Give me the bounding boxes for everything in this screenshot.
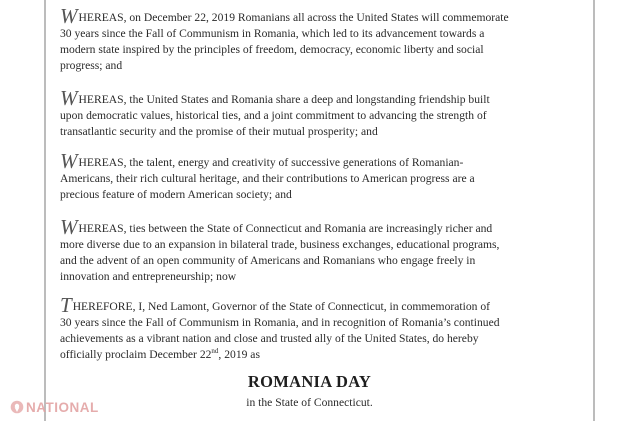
paragraph-line: HEREFORE, I, Ned Lamont, Governor of the State of Connecticut, in commemoration of: [72, 300, 490, 313]
paragraph-line: 30 years since the Fall of Communism in Romania, and in recognition of Romania’s continued: [60, 316, 500, 329]
paragraph-line: HEREAS, the United States and Romania share a deep and longstanding friendship built: [78, 93, 490, 106]
dropcap: W: [60, 149, 78, 173]
proclamation-subtitle: in the State of Connecticut.: [246, 396, 373, 409]
therefore-paragraph: [60, 293, 582, 363]
watermark-text: NATIONAL: [26, 399, 99, 415]
proclamation-title: ROMANIA DAY: [247, 372, 372, 391]
dropcap: W: [60, 215, 78, 239]
paragraph-line: achievements as a vibrant nation and close and trusted ally of the United States, do hereby: [60, 332, 479, 345]
paragraph-line-proclaim: officially proclaim December 22nd, 2019 as: [60, 347, 260, 361]
dropcap: W: [60, 86, 78, 110]
national-watermark: [10, 398, 99, 416]
whereas-paragraph-4: [60, 215, 582, 285]
paragraph-line: HEREAS, on December 22, 2019 Romanians all across the United States will commemorate: [78, 11, 509, 24]
paragraph-line: transatlantic security and the promise of their mutual prosperity; and: [60, 125, 378, 138]
paragraph-line: more diverse due to an expansion in bilateral trade, business exchanges, educational programs,: [60, 238, 500, 251]
dropcap: W: [60, 4, 78, 28]
paragraph-line: progress; and: [60, 59, 123, 72]
paragraph-line: HEREAS, the talent, energy and creativity of successive generations of Romanian-: [78, 156, 464, 169]
paragraph-line: innovation and entrepreneurship; now: [60, 270, 237, 283]
right-border-line: [593, 0, 595, 421]
whereas-paragraph-1: [60, 4, 582, 74]
paragraph-line: and the advent of an open community of Americans and Romanians who engage freely in: [60, 254, 476, 267]
left-border-line: [44, 0, 46, 421]
dropcap: T: [60, 293, 72, 317]
paragraph-line: Americans, their rich cultural heritage, and their contributions to American progress are a: [60, 172, 475, 185]
whereas-paragraph-3: [60, 149, 582, 203]
paragraph-line: modern state inspired by the principles of freedom, democracy, economic liberty and social: [60, 43, 484, 56]
paragraph-line: precious feature of modern American society; and: [60, 188, 292, 201]
date-suffix: nd: [211, 347, 219, 355]
whereas-paragraph-2: [60, 86, 582, 140]
paragraph-line: 30 years since the Fall of Communism in Romania, which led to its advancement towards a: [60, 27, 485, 40]
map-pin-icon: [10, 400, 24, 414]
paragraph-line: upon democratic values, historical ties, and a joint commitment to advancing the strength of: [60, 109, 487, 122]
paragraph-line: HEREAS, ties between the State of Connecticut and Romania are increasingly richer and: [78, 222, 493, 235]
